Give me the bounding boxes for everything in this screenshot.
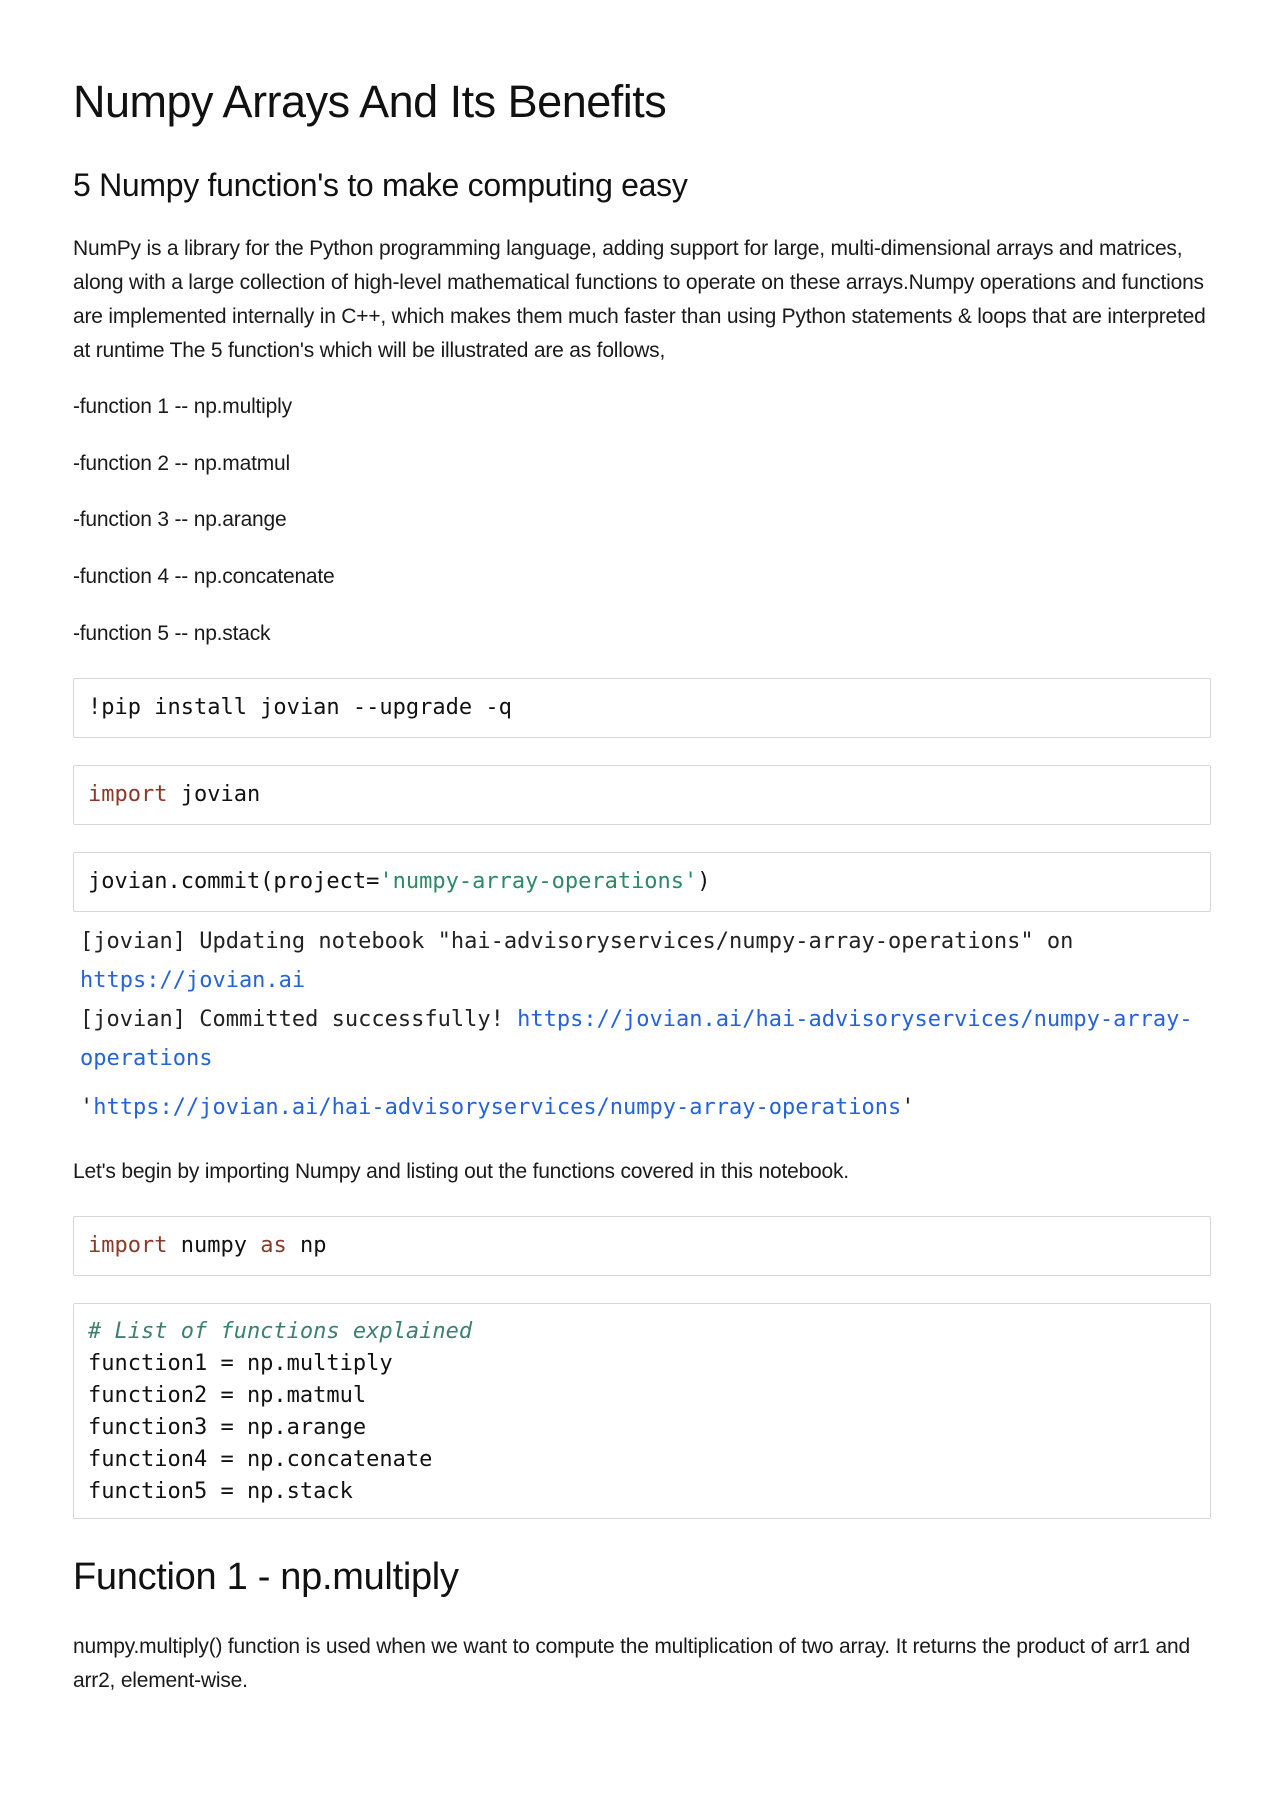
- output-line: [80, 922, 1210, 1000]
- page-subtitle: 5 Numpy function's to make computing easy: [73, 167, 688, 203]
- code-line: [88, 779, 260, 811]
- output-text: [jovian] Updating notebook "hai-advisoryservices/numpy-array-operations" on: [80, 929, 1087, 954]
- code-text: jovian.commit(project=: [88, 869, 380, 894]
- code-cell-function-list[interactable]: [73, 1303, 1211, 1519]
- code-text: jovian: [167, 782, 261, 807]
- code-line: function5 = np.stack: [88, 1479, 353, 1504]
- function-list-item: -function 5 -- np.stack: [73, 622, 271, 645]
- code-text: ): [697, 869, 711, 894]
- code-line: [88, 866, 711, 898]
- code-line: function3 = np.arange: [88, 1415, 367, 1440]
- code-text: numpy: [167, 1233, 261, 1258]
- code-comment: # List of functions explained: [88, 1319, 473, 1344]
- function-list-item: -function 2 -- np.matmul: [73, 452, 290, 475]
- begin-paragraph: Let's begin by importing Numpy and listing out the functions covered in this notebook.: [73, 1160, 849, 1183]
- quote-mark: ': [901, 1095, 915, 1120]
- output-link[interactable]: https://jovian.ai/hai-advisoryservices/numpy-array-operations: [80, 1007, 1193, 1071]
- function-list-item: -function 3 -- np.arange: [73, 508, 287, 531]
- output-text: [jovian] Committed successfully!: [80, 1007, 518, 1032]
- keyword: import: [88, 782, 168, 807]
- code-cell-pip-install[interactable]: [73, 678, 1211, 738]
- code-line: !pip install jovian --upgrade -q: [88, 695, 512, 720]
- cell-result: [80, 1092, 914, 1124]
- code-line: function1 = np.multiply: [88, 1351, 393, 1376]
- function-list-item: -function 1 -- np.multiply: [73, 395, 292, 418]
- code-text: np: [286, 1233, 327, 1258]
- code-line: [88, 1230, 326, 1262]
- output-link[interactable]: https://jovian.ai: [80, 968, 306, 993]
- code-cell-jovian-commit[interactable]: [73, 852, 1211, 912]
- function-list-item: -function 4 -- np.concatenate: [73, 565, 335, 588]
- page-title: Numpy Arrays And Its Benefits: [73, 76, 667, 127]
- code-cell-import-numpy[interactable]: [73, 1216, 1211, 1276]
- output-line: [80, 1000, 1210, 1078]
- section-1-paragraph: numpy.multiply() function is used when we want to compute the multiplication of two array. It returns the product of arr1 and arr2, element-wise.: [73, 1635, 1190, 1692]
- section-heading-function-1: Function 1 - np.multiply: [73, 1556, 459, 1598]
- code-line: function2 = np.matmul: [88, 1383, 367, 1408]
- keyword: as: [260, 1233, 287, 1258]
- code-line: function4 = np.concatenate: [88, 1447, 433, 1472]
- code-cell-import-jovian[interactable]: [73, 765, 1211, 825]
- result-link[interactable]: https://jovian.ai/hai-advisoryservices/numpy-array-operations: [93, 1095, 902, 1120]
- intro-paragraph: NumPy is a library for the Python programming language, adding support for large, multi-dimensional arrays and matrices, along with a large collection of high-level mathematical functions to operate on these arrays.Numpy operations and functions are implemented internally in C++, which makes them much faster than using Python statements & loops that are interpreted at runtime The 5 function's which will be illustrated are as follows,: [73, 237, 1206, 362]
- string-literal: 'numpy-array-operations': [379, 869, 698, 894]
- quote-mark: ': [80, 1095, 94, 1120]
- keyword: import: [88, 1233, 168, 1258]
- cell-output: [80, 922, 1210, 1078]
